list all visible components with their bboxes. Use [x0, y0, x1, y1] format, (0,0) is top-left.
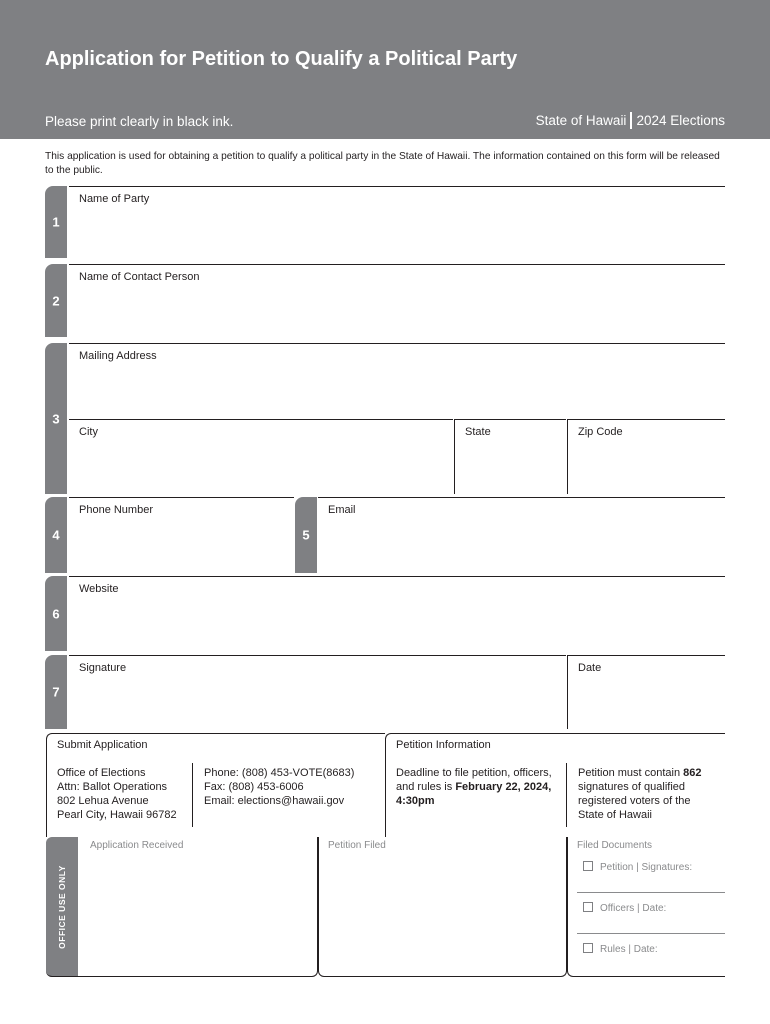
address-line: 802 Lehua Avenue	[57, 795, 149, 807]
zip-code-field[interactable]	[567, 419, 725, 494]
phone-number-field[interactable]	[69, 497, 294, 573]
section-number-4: 4	[45, 497, 67, 573]
fax-line: Fax: (808) 453-6006	[204, 781, 304, 793]
signature-requirement	[578, 766, 718, 822]
office-use-only-label: OFFICE USE ONLY	[57, 865, 67, 949]
section-number-7: 7	[45, 655, 67, 729]
elections-year: 2024 Elections	[636, 113, 725, 128]
divider-line	[577, 892, 725, 893]
party-name-field[interactable]	[69, 186, 725, 258]
email-label: Email	[328, 504, 356, 516]
address-line: Pearl City, Hawaii 96782	[57, 809, 177, 821]
contact-person-field[interactable]	[69, 264, 725, 337]
email-line: Email: elections@hawaii.gov	[204, 795, 345, 807]
state-name: State of Hawaii	[535, 113, 627, 128]
date-label: Date	[578, 662, 602, 674]
website-label: Website	[79, 583, 119, 595]
office-contact	[204, 766, 354, 808]
signature-count: 862	[683, 767, 702, 779]
city-field[interactable]	[69, 419, 453, 494]
date-field[interactable]	[567, 655, 725, 729]
signature-label: Signature	[79, 662, 127, 674]
application-received-label: Application Received	[90, 840, 184, 851]
zip-code-label: Zip Code	[578, 426, 623, 438]
state-label: State	[465, 426, 491, 438]
requirement-text-end: signatures of qualified registered voters of the State of Hawaii	[578, 781, 691, 821]
phone-line: Phone: (808) 453-VOTE(8683)	[204, 767, 355, 779]
mailing-address-label: Mailing Address	[79, 350, 157, 362]
address-line: Attn: Ballot Operations	[57, 781, 168, 793]
petition-signatures-label: Petition | Signatures:	[600, 862, 693, 873]
application-received-box[interactable]	[46, 837, 318, 977]
state-elections-label	[536, 112, 725, 129]
petition-divider	[566, 763, 567, 827]
contact-person-label: Name of Contact Person	[79, 271, 200, 283]
officers-date-label: Officers | Date:	[600, 903, 667, 914]
header-banner	[0, 0, 770, 139]
petition-information-heading: Petition Information	[396, 739, 491, 751]
filed-documents-label: Filed Documents	[577, 840, 653, 851]
petition-signatures-checkbox[interactable]	[583, 861, 593, 871]
office-address	[57, 766, 177, 822]
state-field[interactable]	[454, 419, 566, 494]
petition-filed-label: Petition Filed	[328, 840, 386, 851]
officers-date-checkbox[interactable]	[583, 902, 593, 912]
website-field[interactable]	[69, 576, 725, 651]
petition-deadline	[396, 766, 561, 808]
rules-date-checkbox[interactable]	[583, 943, 593, 953]
party-name-label: Name of Party	[79, 193, 150, 205]
petition-filed-box[interactable]	[318, 837, 567, 977]
address-divider	[192, 763, 193, 827]
divider-line	[577, 933, 725, 934]
address-line: Office of Elections	[57, 767, 146, 779]
section-number-6: 6	[45, 576, 67, 651]
form-title: Application for Petition to Qualify a Political Party	[45, 48, 518, 70]
phone-number-label: Phone Number	[79, 504, 153, 516]
section-number-2: 2	[45, 264, 67, 337]
mailing-address-field[interactable]	[69, 343, 725, 419]
city-label: City	[79, 426, 98, 438]
divider-bar	[630, 112, 632, 129]
signature-field[interactable]	[69, 655, 566, 729]
email-field[interactable]	[318, 497, 725, 573]
deadline-text: Deadline to file petition, officers, and rules is	[396, 767, 552, 793]
submit-application-heading: Submit Application	[57, 739, 148, 751]
print-instruction: Please print clearly in black ink.	[45, 114, 234, 129]
section-number-5: 5	[295, 497, 317, 573]
section-number-3: 3	[45, 343, 67, 494]
intro-text: This application is used for obtaining a petition to qualify a political party in the State of Hawaii. The information contained on this form will be released to the public.	[45, 151, 720, 176]
section-number-1: 1	[45, 186, 67, 258]
rules-date-label: Rules | Date:	[600, 944, 658, 955]
deadline-date: February 22, 2024, 4:30pm	[396, 781, 552, 807]
requirement-text: Petition must contain	[578, 767, 684, 779]
